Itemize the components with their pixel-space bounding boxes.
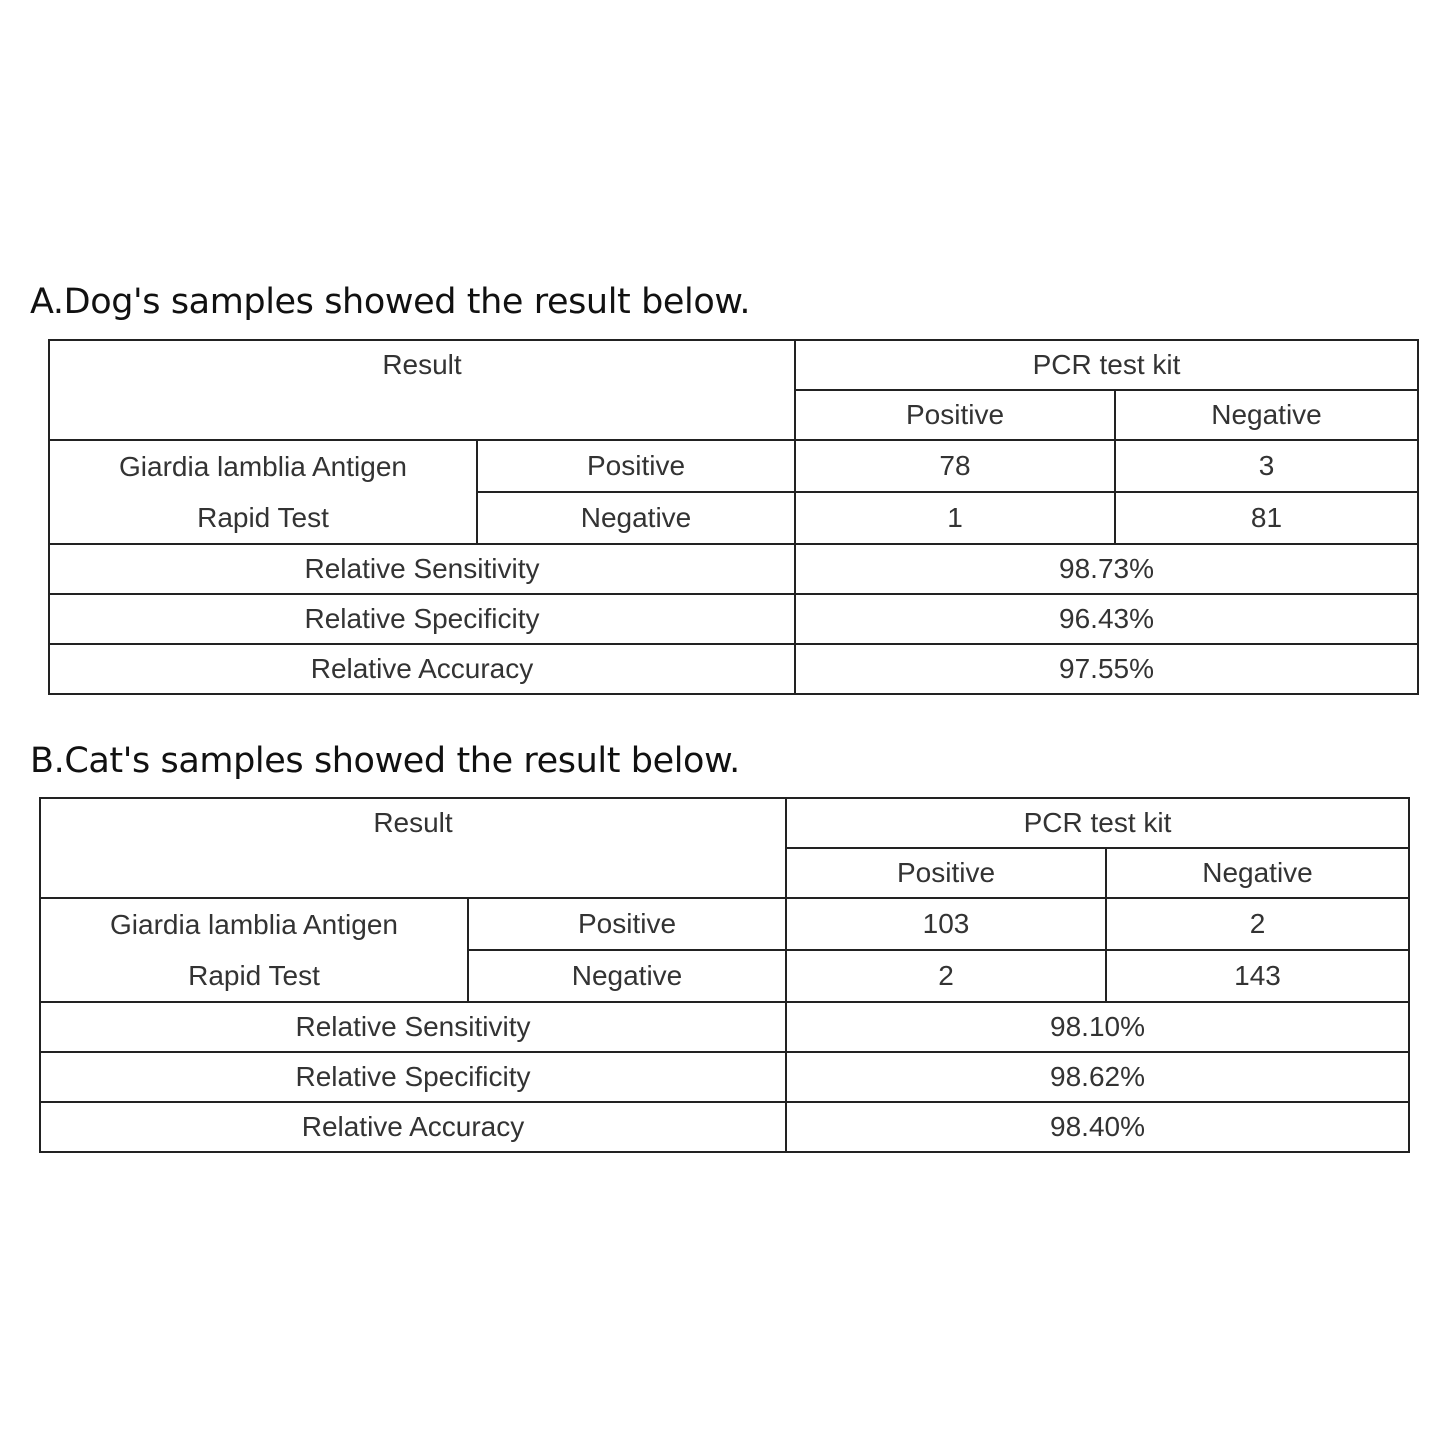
accuracy-value: 97.55% [795,644,1418,694]
cell-pos-neg: 2 [1106,898,1409,950]
table-row [40,1002,1409,1052]
specificity-label: Relative Specificity [49,594,795,644]
dog-results-table [48,339,1419,695]
table-row [49,340,1418,390]
result-header: Result [40,798,786,898]
table-row [49,544,1418,594]
specificity-value: 98.62% [786,1052,1409,1102]
table-row [40,798,1409,848]
table-row [40,1052,1409,1102]
test-name-line-1: Giardia lamblia Antigen [110,909,398,940]
cat-results-table [39,797,1410,1153]
cell-pos-pos: 78 [795,440,1115,492]
table-row [49,440,1418,492]
pcr-positive-header: Positive [795,390,1115,440]
row-positive-label: Positive [468,898,786,950]
specificity-label: Relative Specificity [40,1052,786,1102]
sensitivity-label: Relative Sensitivity [40,1002,786,1052]
pcr-header: PCR test kit [795,340,1418,390]
sensitivity-value: 98.73% [795,544,1418,594]
pcr-negative-header: Negative [1115,390,1418,440]
table-row [40,898,1409,950]
test-name-cell [40,898,468,1002]
row-positive-label: Positive [477,440,795,492]
accuracy-label: Relative Accuracy [49,644,795,694]
cell-pos-pos: 103 [786,898,1106,950]
test-name-cell [49,440,477,544]
accuracy-value: 98.40% [786,1102,1409,1152]
table-row [49,644,1418,694]
section-b-heading: B.Cat's samples showed the result below. [30,741,740,781]
pcr-positive-header: Positive [786,848,1106,898]
table-row [40,1102,1409,1152]
cell-neg-pos: 1 [795,492,1115,544]
cell-neg-neg: 143 [1106,950,1409,1002]
test-name-line-1: Giardia lamblia Antigen [119,451,407,482]
table-row [49,594,1418,644]
cell-neg-neg: 81 [1115,492,1418,544]
result-header: Result [49,340,795,440]
accuracy-label: Relative Accuracy [40,1102,786,1152]
section-a-heading: A.Dog's samples showed the result below. [30,282,751,322]
test-name-line-2: Rapid Test [197,502,329,533]
test-name-line-2: Rapid Test [188,960,320,991]
row-negative-label: Negative [477,492,795,544]
cell-pos-neg: 3 [1115,440,1418,492]
pcr-header: PCR test kit [786,798,1409,848]
specificity-value: 96.43% [795,594,1418,644]
sensitivity-value: 98.10% [786,1002,1409,1052]
cell-neg-pos: 2 [786,950,1106,1002]
row-negative-label: Negative [468,950,786,1002]
sensitivity-label: Relative Sensitivity [49,544,795,594]
pcr-negative-header: Negative [1106,848,1409,898]
